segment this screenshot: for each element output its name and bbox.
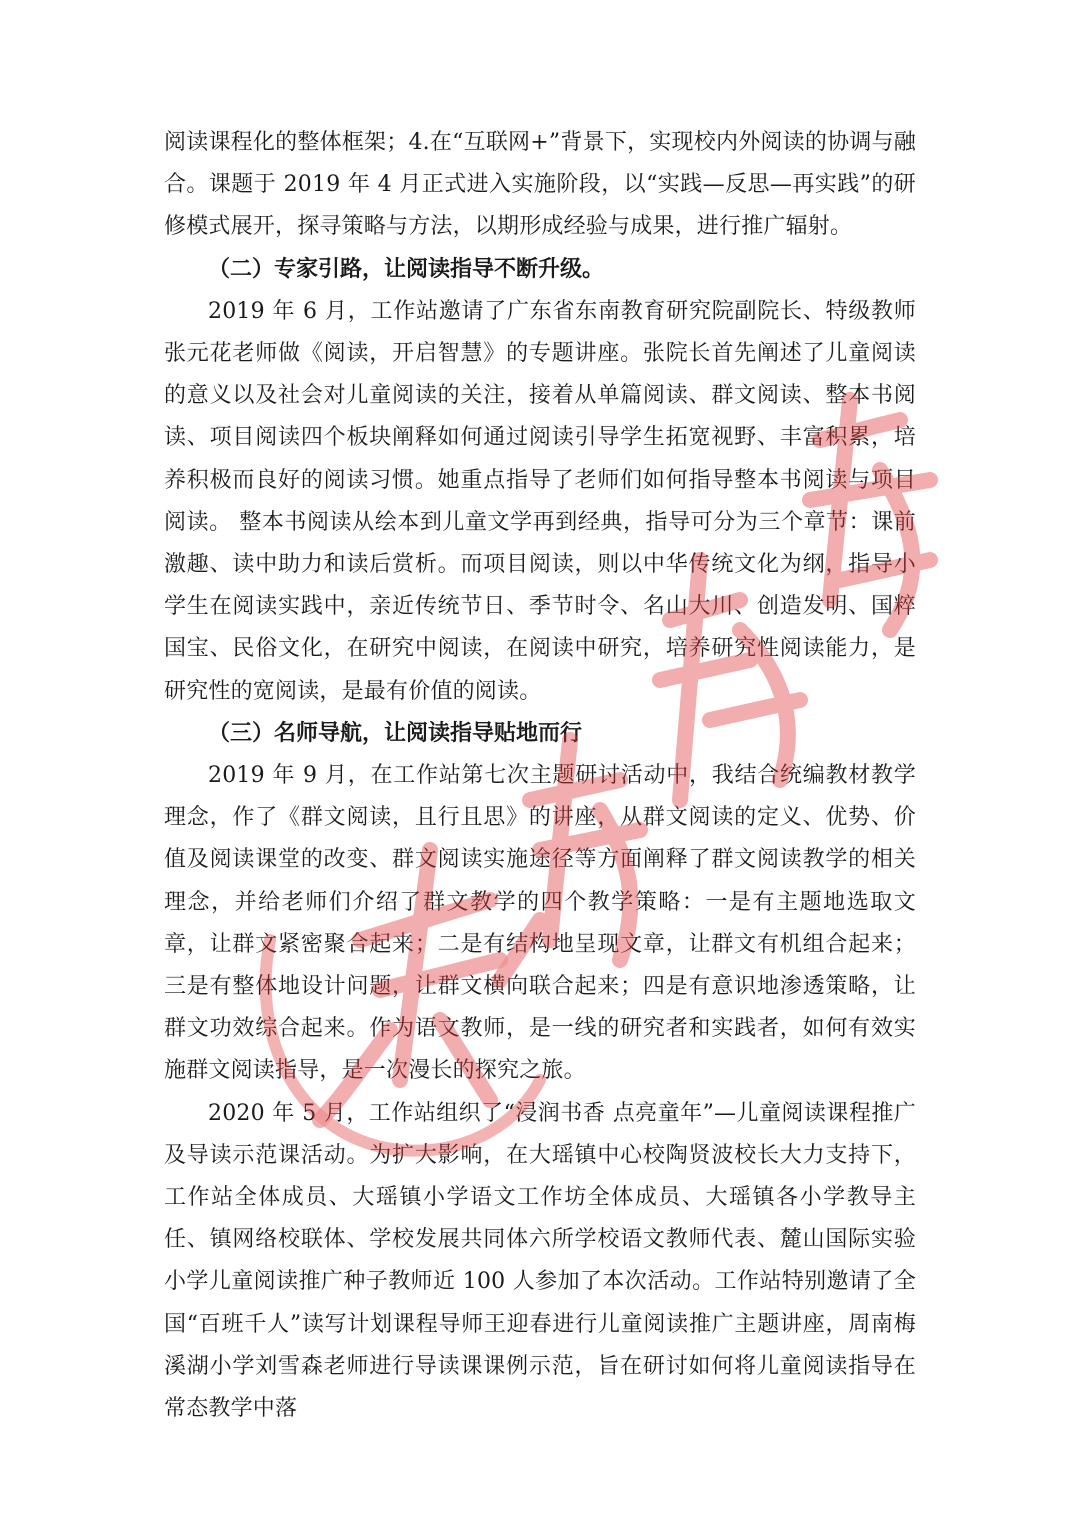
section-heading-2: （二）专家引路，让阅读指导不断升级。 [208, 256, 605, 282]
paragraph-group-reading-lecture: 2019 年 9 月，在工作站第七次主题研讨活动中，我结合统编教材教学理念，作了《群文阅读，且行且思》的讲座，从群文阅读的定义、优势、价值及阅读课堂的改变、群文阅读实施途径等方面阐释了群文阅读教学的相关理念，并给老师们介绍了群文教学的四个教学策略：一是有主题地选取文章，让群文紧密聚合起来；二是有结构地呈现文章，让群文有机组合起来；三是有整体地设计问题，让群文横向联合起来；四是有意识地渗透策略，让群文功效综合起来。作为语文教师，是一线的研究者和实践者，如何有效实施群文阅读指导，是一次漫长的探究之旅。 [164, 763, 916, 1084]
section-heading-3: （三）名师导航，让阅读指导贴地而行 [208, 720, 583, 746]
paragraph-reading-promotion-event: 2020 年 5 月，工作站组织了“浸润书香 点亮童年”—儿童阅读课程推广及导读示范课活动。为扩大影响，在大瑶镇中心校陶贤波校长大力支持下，工作站全体成员、大瑶镇小学语文工作坊全体成员、大瑶镇各小学教导主任、镇网络校联体、学校发展共同体六所学校语文教师代表、麓山国际实验小学儿童阅读推广种子教师近 100 人参加了本次活动。工作站特别邀请了全国“百班千人”读写计划课程导师王迎春进行儿童阅读推广主题讲座，周南梅溪湖小学刘雪森老师进行导读课课例示范，旨在研讨如何将儿童阅读指导在常态教学中落 [164, 1100, 916, 1422]
document-body [164, 122, 916, 1430]
paragraph-continuation: 阅读课程化的整体框架；4.在“互联网+”背景下，实现校内外阅读的协调与融合。课题于 2019 年 4 月正式进入实施阶段，以“实践—反思—再实践”的研修模式展开，探寻策略与方法，以期形成经验与成果，进行推广辐射。 [164, 130, 916, 240]
paragraph-expert-lecture: 2019 年 6 月，工作站邀请了广东省东南教育研究院副院长、特级教师张元花老师做《阅读，开启智慧》的专题讲座。张院长首先阐述了儿童阅读的意义以及社会对儿童阅读的关注，接着从单篇阅读、群文阅读、整本书阅读、项目阅读四个板块阐释如何通过阅读引导学生拓宽视野、丰富积累，培养积极而良好的阅读习惯。她重点指导了老师们如何指导整本书阅读与项目阅读。 整本书阅读从绘本到儿童文学再到经典，指导可分为三个章节：课前激趣、读中助力和读后赏析。而项目阅读，则以中华传统文化为纲，指导小学生在阅读实践中，亲近传统节日、季节时令、名山大川、创造发明、国粹国宝、民俗文化，在研究中阅读，在阅读中研究，培养研究性阅读能力，是研究性的宽阅读，是最有价值的阅读。 [164, 298, 916, 704]
